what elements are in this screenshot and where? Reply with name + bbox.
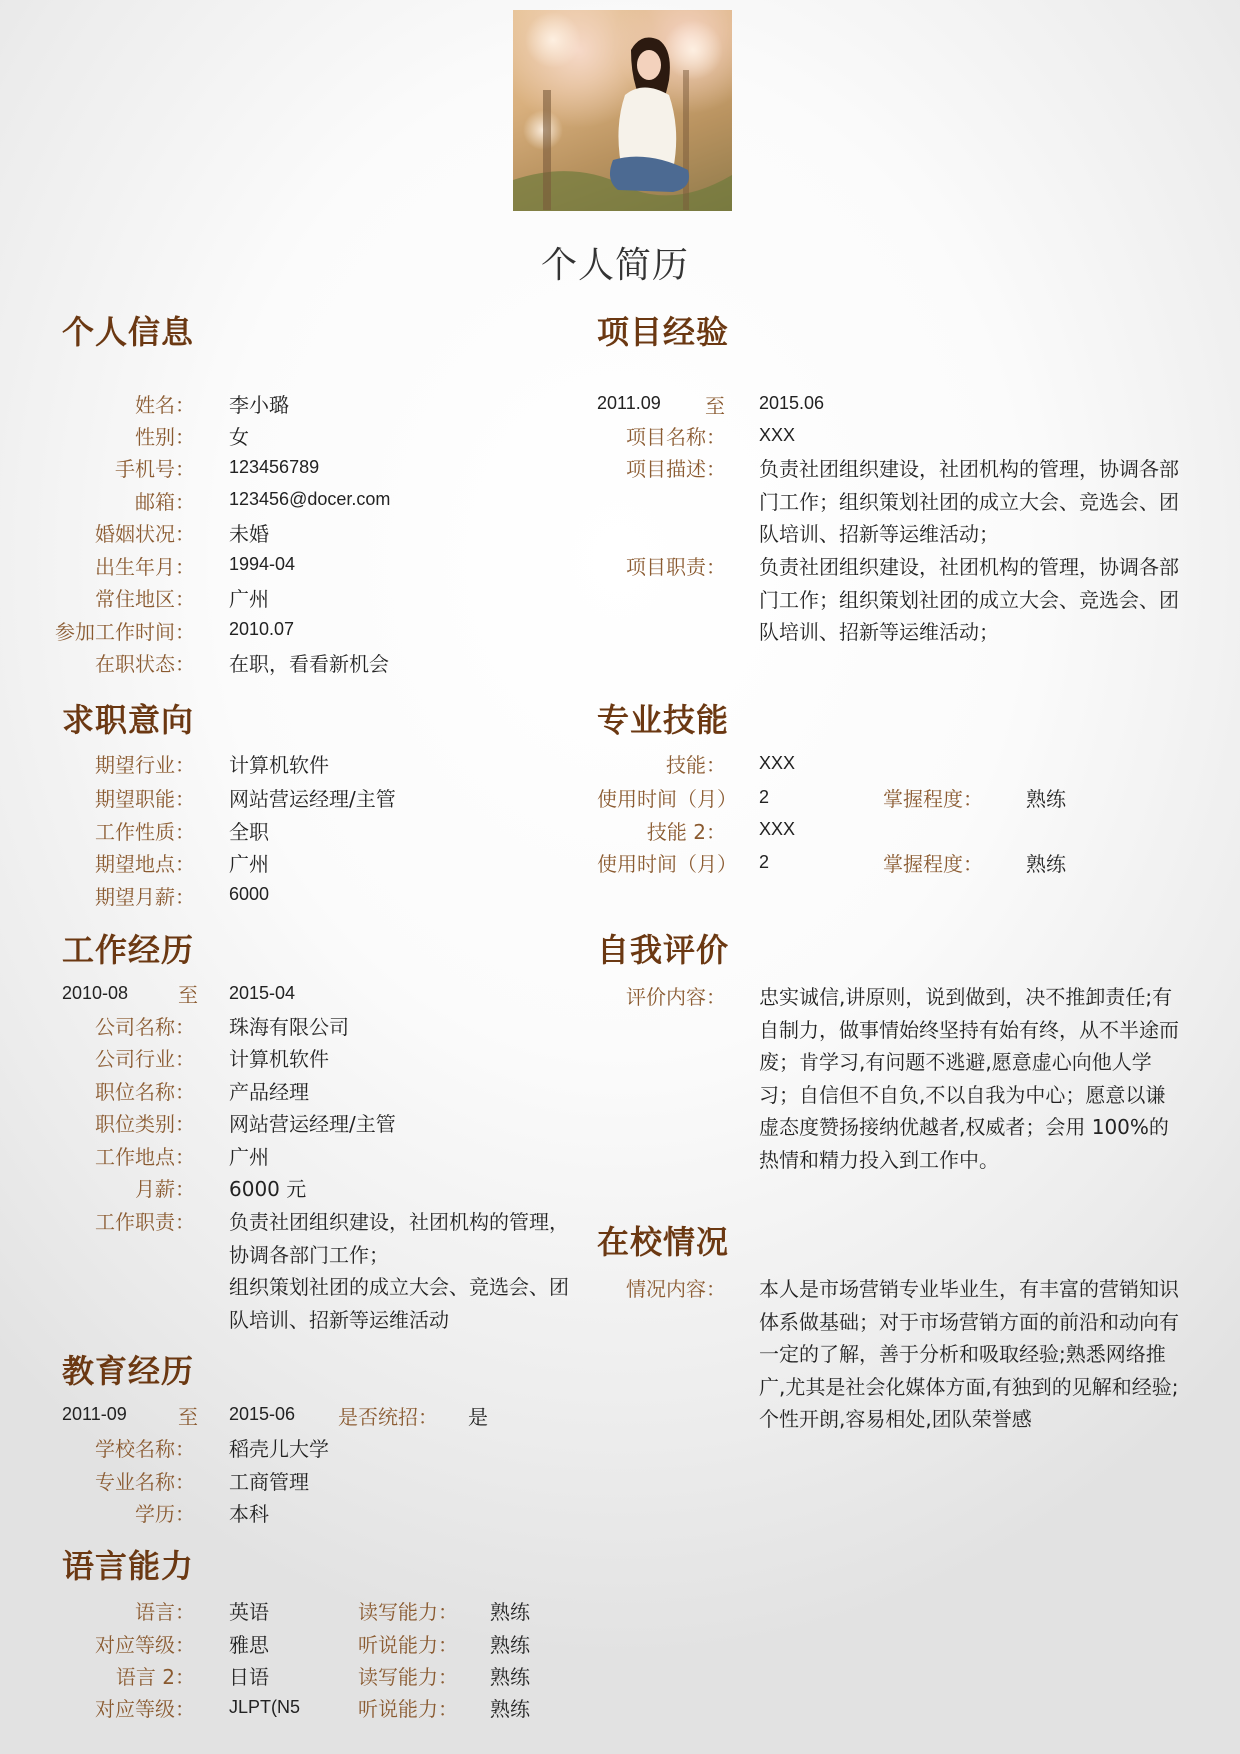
project-name-value: XXX [759,425,796,445]
field-label: 出生年月： [95,555,195,579]
project-date-separator: 至 [705,394,725,418]
section-title-personal-info: 个人信息 [62,313,195,351]
field-value: 熟练 [490,1665,530,1689]
self-eval-label: 评价内容： [626,985,726,1009]
field-label: 专业名称： [95,1470,195,1494]
field-value: 雅思 [229,1633,269,1657]
unified-recruit-label: 是否统招： [338,1405,438,1429]
field-value: 计算机软件 [229,1047,329,1071]
project-end-date: 2015.06 [759,393,825,413]
field-value: 123456@docer.com [229,489,391,509]
field-value: 计算机软件 [229,753,329,777]
field-value: 珠海有限公司 [229,1015,349,1039]
portrait-photo [513,10,732,211]
field-label: 期望职能： [95,787,195,811]
field-value: 女 [229,425,249,449]
field-value: 全职 [229,820,269,844]
campus-label: 情况内容： [626,1277,726,1301]
field-label: 手机号： [115,457,195,481]
portrait-icon [513,10,732,211]
self-eval-text: 忠实诚信,讲原则，说到做到，决不推卸责任;有自制力，做事情始终坚持有始有终，从不半途而废；肯学习,有问题不逃避,愿意虚心向他人学习；自信但不自负,不以自我为中心；愿意以谦虚态度赞扬接纳优越者,权威者；会用 100%的热情和精力投入到工作中。 [759,985,1179,1172]
field-value: 本科 [229,1502,269,1526]
field-label: 职位类别： [95,1112,195,1136]
field-label: 读写能力： [358,1665,458,1689]
field-value: 广州 [229,852,269,876]
field-value: 在职，看看新机会 [229,652,389,676]
project-desc-text: 负责社团组织建设，社团机构的管理，协调各部门工作；组织策划社团的成立大会、竞选会、团队培训、招新等运维活动； [759,457,1179,546]
field-value: 熟练 [490,1697,530,1721]
project-name-label: 项目名称： [626,425,726,449]
field-label: 在职状态： [95,652,195,676]
project-start-date: 2011.09 [597,393,661,413]
field-value: 网站营运经理/主管 [229,787,396,811]
field-value: 2 [759,787,770,807]
field-label: 学校名称： [95,1437,195,1461]
document-title: 个人简历 [540,244,689,285]
field-value: 熟练 [490,1633,530,1657]
field-value: 2 [759,852,770,872]
field-label: 期望月薪： [95,885,195,909]
field-label: 性别： [135,425,195,449]
work-duty-label: 工作职责： [95,1210,195,1234]
field-label: 职位名称： [95,1080,195,1104]
field-label: 使用时间（月） [597,787,737,811]
work-duty-text: 组织策划社团的成立大会、竞选会、团队培训、招新等运维活动 [229,1275,569,1332]
field-label: 掌握程度： [883,787,983,811]
work-end-date: 2015-04 [229,983,296,1003]
field-value: 1994-04 [229,554,296,574]
work-duty-text: 负责社团组织建设，社团机构的管理，协调各部门工作； [229,1210,569,1267]
work-start-date: 2010-08 [62,983,129,1003]
section-title-work: 工作经历 [62,931,195,969]
project-role-text: 负责社团组织建设，社团机构的管理，协调各部门工作；组织策划社团的成立大会、竞选会、团队培训、招新等运维活动； [759,555,1179,644]
field-label: 听说能力： [358,1697,458,1721]
field-label: 参加工作时间： [55,620,195,644]
field-label: 掌握程度： [883,852,983,876]
section-title-skills: 专业技能 [597,701,730,739]
field-label: 期望行业： [95,753,195,777]
field-value: XXX [759,819,796,839]
unified-recruit-value: 是 [468,1405,488,1429]
section-title-campus: 在校情况 [597,1223,730,1261]
field-label: 技能： [666,753,726,777]
field-value: 未婚 [229,522,269,546]
field-value: JLPT(N5 [229,1697,301,1717]
field-label: 语言： [135,1600,195,1624]
section-title-job-intent: 求职意向 [62,701,195,739]
field-label: 公司名称： [95,1015,195,1039]
field-value: 熟练 [1026,787,1066,811]
field-value: 网站营运经理/主管 [229,1112,396,1136]
field-value: 产品经理 [229,1080,309,1104]
field-value: 2010.07 [229,619,295,639]
field-value: 广州 [229,587,269,611]
campus-text: 本人是市场营销专业毕业生，有丰富的营销知识体系做基础；对于市场营销方面的前沿和动向有一定的了解，善于分析和吸取经验;熟悉网络推广,尤其是社会化媒体方面,有独到的见解和经验;个性开朗,容易相处,团队荣誉感 [759,1277,1179,1431]
field-value: 稻壳儿大学 [229,1437,329,1461]
field-label: 读写能力： [358,1600,458,1624]
field-label: 姓名： [135,393,195,417]
field-value: 6000 [229,884,270,904]
edu-end-date: 2015-06 [229,1404,296,1424]
field-label: 技能 2： [646,820,726,844]
field-label: 对应等级： [95,1697,195,1721]
section-title-language: 语言能力 [62,1547,195,1585]
field-value: 6000 元 [229,1177,307,1201]
field-label: 公司行业： [95,1047,195,1071]
field-label: 邮箱： [135,490,195,514]
field-label: 月薪： [135,1177,195,1201]
field-label: 婚姻状况： [95,522,195,546]
field-label: 工作地点： [95,1145,195,1169]
field-value: 熟练 [1026,852,1066,876]
field-value: 123456789 [229,457,320,477]
field-label: 期望地点： [95,852,195,876]
section-title-self-eval: 自我评价 [597,931,730,969]
field-value: 工商管理 [229,1470,309,1494]
field-label: 工作性质： [95,820,195,844]
field-value: 英语 [229,1600,269,1624]
field-label: 对应等级： [95,1633,195,1657]
field-label: 使用时间（月） [597,852,737,876]
field-value: 李小璐 [229,393,289,417]
edu-date-separator: 至 [178,1405,198,1429]
field-value: 日语 [229,1665,269,1689]
section-title-education: 教育经历 [62,1352,195,1390]
field-label: 常住地区： [95,587,195,611]
edu-start-date: 2011-09 [62,1404,127,1424]
section-title-project: 项目经验 [597,313,730,351]
field-value: 熟练 [490,1600,530,1624]
work-date-separator: 至 [178,983,198,1007]
field-value: 广州 [229,1145,269,1169]
project-role-label: 项目职责： [626,555,726,579]
field-label: 语言 2： [115,1665,195,1689]
field-label: 学历： [135,1502,195,1526]
field-value: XXX [759,753,796,773]
project-desc-label: 项目描述： [626,457,726,481]
field-label: 听说能力： [358,1633,458,1657]
